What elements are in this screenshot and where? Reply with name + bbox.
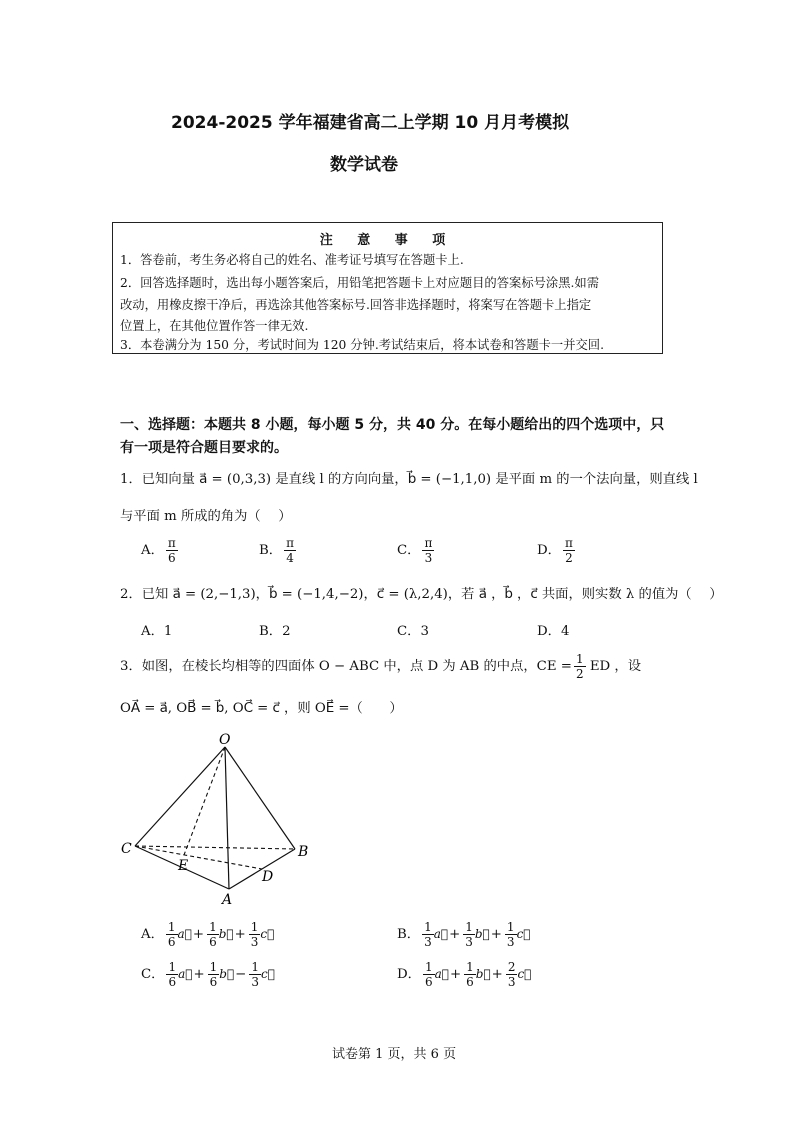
option-fraction: $\frac{\pi}{4}$ xyxy=(286,536,294,565)
label-d: D xyxy=(262,869,274,885)
notice-line-3: 改动，用橡皮擦干净后，再选涂其他答案标号.回答非选择题时，将案写在答题卡上指定 xyxy=(120,298,592,312)
coefficient-fraction: $\frac{2}{3}$ xyxy=(507,960,516,989)
label-b: B xyxy=(298,844,309,860)
option-fraction: $\frac{\pi}{3}$ xyxy=(424,536,433,565)
operator: + xyxy=(192,927,205,942)
question-3-line-1: 3．如图，在棱长均相等的四面体 O − ABC 中，点 D 为 AB 的中点，CE = $\frac{1}{2}$ ED ，设 xyxy=(120,652,642,681)
label-c: C xyxy=(121,841,132,857)
label-o: O xyxy=(219,732,231,748)
page-footer: 试卷第 1 页，共 6 页 xyxy=(332,1047,457,1062)
question-3-option-b[interactable] xyxy=(397,920,530,949)
operator: − xyxy=(235,967,247,982)
vector-symbol: c⃗ xyxy=(517,967,532,981)
edge-ob xyxy=(225,747,295,849)
section-heading-line-1: 一、选择题：本题共 8 小题，每小题 5 分，共 40 分。在每小题给出的四个选项中，只 xyxy=(120,417,665,433)
question-3-line-2: OA⃗ = a⃗, OB⃗ = b⃗, OC⃗ = c⃗ ，则 OE⃗ =（ ） xyxy=(120,701,403,716)
label-e: E xyxy=(178,858,189,874)
vector-symbol: a⃗ xyxy=(433,927,449,941)
tetrahedron-figure xyxy=(118,728,318,908)
operator: + xyxy=(234,927,246,942)
page-subtitle: 数学试卷 xyxy=(330,155,398,175)
question-2-option-b[interactable]: B．2 xyxy=(259,624,291,639)
question-2-option-d[interactable]: D．4 xyxy=(537,624,570,639)
notice-line-5: 3．本卷满分为 150 分，考试时间为 120 分钟.考试结束后，将本试卷和答题卡一并交回. xyxy=(120,338,605,352)
vector-symbol: b⃗ xyxy=(475,967,491,981)
vector-symbol: a⃗ xyxy=(177,927,192,941)
ce-fraction: $\frac{1}{2}$ xyxy=(575,652,584,681)
question-2-option-a[interactable]: A．1 xyxy=(141,624,173,639)
question-2-option-c[interactable]: C．3 xyxy=(397,624,429,639)
notice-box xyxy=(112,222,663,354)
notice-title: 注 意 事 项 xyxy=(319,233,456,248)
vector-symbol: a⃗ xyxy=(434,967,449,981)
page-title: 2024-2025 学年福建省高二上学期 10 月月考模拟 xyxy=(171,113,570,133)
question-1-option-c[interactable] xyxy=(397,536,434,565)
coefficient-fraction: $\frac{1}{3}$ xyxy=(250,920,259,949)
coefficient-fraction: $\frac{1}{3}$ xyxy=(424,920,432,949)
segment-cd-dashed xyxy=(135,846,262,869)
coefficient-fraction: $\frac{1}{6}$ xyxy=(167,920,176,949)
question-1-option-d[interactable] xyxy=(537,536,575,565)
option-label: C． xyxy=(141,967,165,982)
question-1-option-a[interactable] xyxy=(141,536,178,565)
coefficient-fraction: $\frac{1}{6}$ xyxy=(168,960,177,989)
option-label: B． xyxy=(397,927,421,942)
vector-symbol: a⃗ xyxy=(178,967,193,981)
coefficient-fraction: $\frac{1}{3}$ xyxy=(506,920,515,949)
vector-symbol: c⃗ xyxy=(516,927,531,941)
option-label: D． xyxy=(537,543,561,558)
edge-oa xyxy=(225,747,229,889)
vector-symbol: b⃗ xyxy=(218,927,234,941)
notice-line-2: 2．回答选择题时，选出每小题答案后，用铅笔把答题卡上对应题目的答案标号涂黑.如需 xyxy=(120,276,600,290)
notice-line-4: 位置上，在其他位置作答一律无效. xyxy=(120,319,309,333)
operator: + xyxy=(449,967,462,982)
question-2-line-1: 2．已知 a⃗ = (2,−1,3)，b⃗ = (−1,4,−2)，c⃗ = (λ,2,4)，若 a⃗ ，b⃗ ，c⃗ 共面，则实数 λ 的值为（ ） xyxy=(120,587,723,602)
coefficient-fraction: $\frac{1}{3}$ xyxy=(251,960,259,989)
question-3-option-c[interactable] xyxy=(141,960,275,989)
coefficient-fraction: $\frac{1}{3}$ xyxy=(465,920,473,949)
operator: + xyxy=(449,927,461,942)
operator: + xyxy=(491,967,503,982)
question-1-line-1: 1．已知向量 a⃗ = (0,3,3) 是直线 l 的方向向量，b⃗ = (−1,1,0) 是平面 m 的一个法向量，则直线 l xyxy=(120,472,698,487)
edge-oc xyxy=(135,747,225,846)
notice-line-1: 1．答卷前，考生务必将自己的姓名、准考证号填写在答题卡上. xyxy=(120,253,464,267)
option-label: B． xyxy=(259,543,283,558)
option-label: C． xyxy=(397,543,421,558)
segment-oe-dashed xyxy=(184,747,225,855)
question-3-option-a[interactable] xyxy=(141,920,274,949)
vector-symbol: c⃗ xyxy=(260,927,275,941)
question-3-option-d[interactable] xyxy=(397,960,531,989)
question-1-option-b[interactable] xyxy=(259,536,296,565)
coefficient-fraction: $\frac{1}{6}$ xyxy=(424,960,433,989)
option-label: A． xyxy=(141,543,164,558)
option-label: A． xyxy=(141,927,164,942)
label-a: A xyxy=(222,892,233,908)
coefficient-fraction: $\frac{1}{6}$ xyxy=(466,960,474,989)
option-fraction: $\frac{\pi}{6}$ xyxy=(167,536,176,565)
option-fraction: $\frac{\pi}{2}$ xyxy=(564,536,573,565)
vector-symbol: c⃗ xyxy=(260,967,275,981)
operator: + xyxy=(193,967,205,982)
coefficient-fraction: $\frac{1}{6}$ xyxy=(209,960,218,989)
vector-symbol: b⃗ xyxy=(219,967,235,981)
edge-cb-dashed xyxy=(135,846,295,849)
section-heading-line-2: 有一项是符合题目要求的。 xyxy=(120,440,288,456)
operator: + xyxy=(490,927,502,942)
coefficient-fraction: $\frac{1}{6}$ xyxy=(209,920,217,949)
vector-symbol: b⃗ xyxy=(474,927,490,941)
option-label: D． xyxy=(397,967,421,982)
question-1-line-2: 与平面 m 所成的角为（ ） xyxy=(120,509,292,524)
